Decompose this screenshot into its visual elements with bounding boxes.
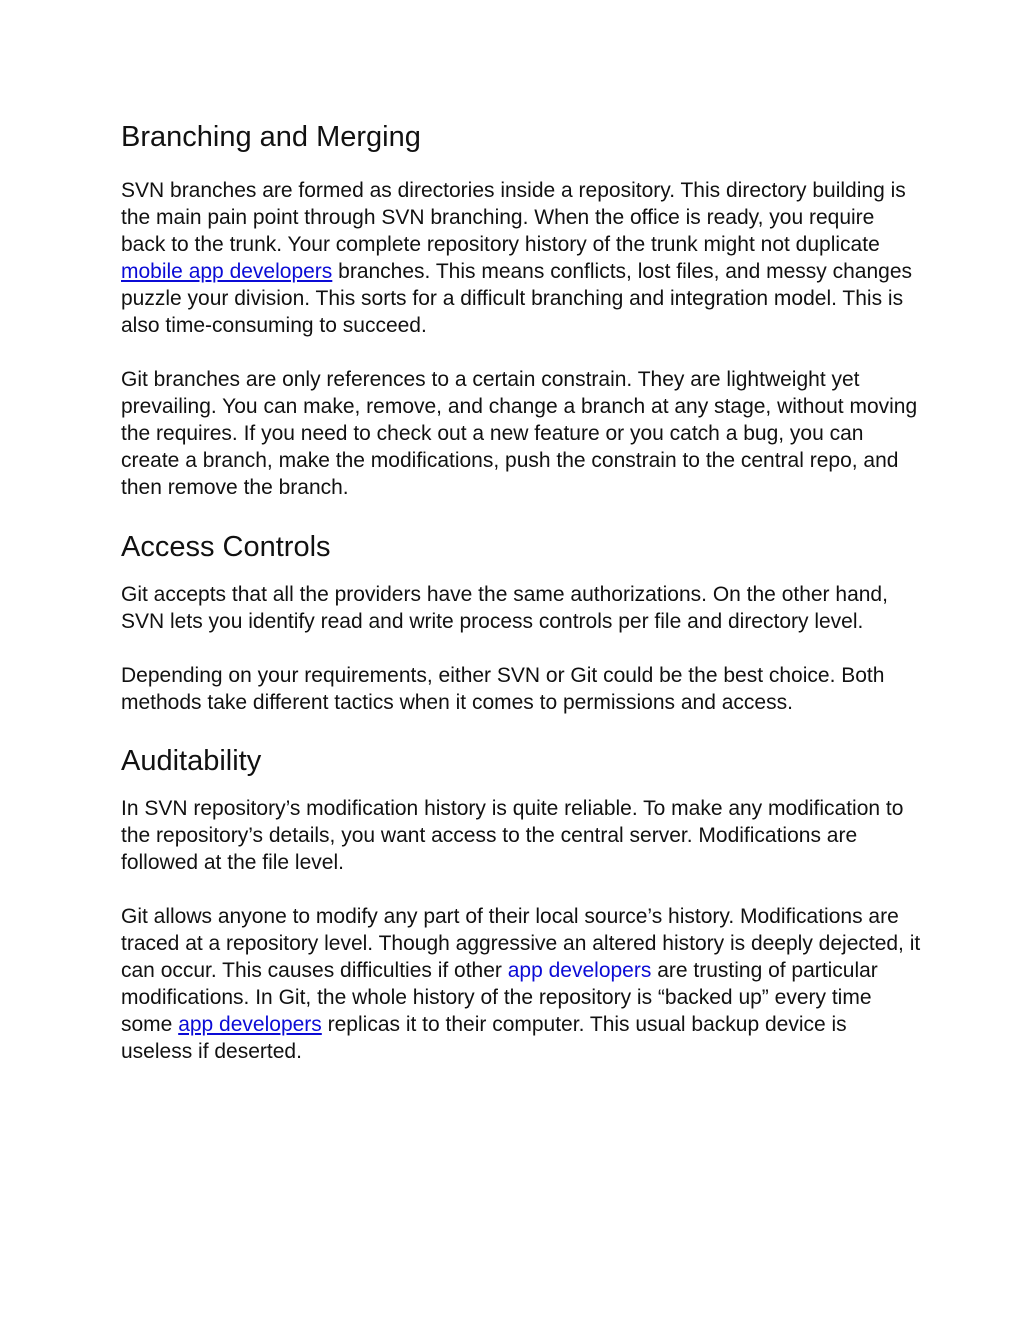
document-page [121,117,921,1065]
paragraph-text: Git allows anyone to modify any part of their local source’s history. Modifications are traced at a repository level. Though aggressive an altered history is deeply dejected, it can occur. This causes difficulties if other [121,905,921,982]
link-mobile-app-developers[interactable]: mobile app developers [121,260,333,283]
paragraph-svn-branches [121,177,921,339]
paragraph-text: SVN branches are formed as directories inside a repository. This directory building is the main pain point through SVN branching. When the office is ready, you require back to the trunk. Your complete repository history of the trunk might not duplicate [121,179,906,256]
heading-access-controls: Access Controls [121,531,331,563]
paragraph-text: are trusting of particular modifications. In Git, the whole history of the repository is “backed up” every time some [121,959,878,1036]
heading-branching-and-merging: Branching and Merging [121,121,421,153]
heading-auditability: Auditability [121,745,262,777]
link-app-developers[interactable]: app developers [507,959,652,982]
paragraph-text: branches. This means conflicts, lost files, and messy changes puzzle your division. This sorts for a difficult branching and integration model. This is also time-consuming to succeed. [121,260,913,337]
paragraph-git-authorizations: Git accepts that all the providers have the same authorizations. On the other hand, SVN lets you identify read and write process controls per file and directory level. [121,583,888,633]
paragraph-text: replicas it to their computer. This usual backup device is useless if deserted. [121,1013,847,1063]
paragraph-requirements: Depending on your requirements, either SVN or Git could be the best choice. Both methods take different tactics when it comes to permissions and access. [121,664,885,714]
link-app-developers-underlined[interactable]: app developers [178,1013,322,1036]
paragraph-git-branches: Git branches are only references to a certain constrain. They are lightweight yet prevailing. You can make, remove, and change a branch at any stage, without moving the requires. If you need to check out a new feature or you catch a bug, you can create a branch, make the modifications, push the constrain to the central repo, and then remove the branch. [121,368,918,499]
paragraph-git-history [121,903,921,1065]
paragraph-svn-history: In SVN repository’s modification history is quite reliable. To make any modification to the repository’s details, you want access to the central server. Modifications are followed at the file level. [121,797,904,874]
